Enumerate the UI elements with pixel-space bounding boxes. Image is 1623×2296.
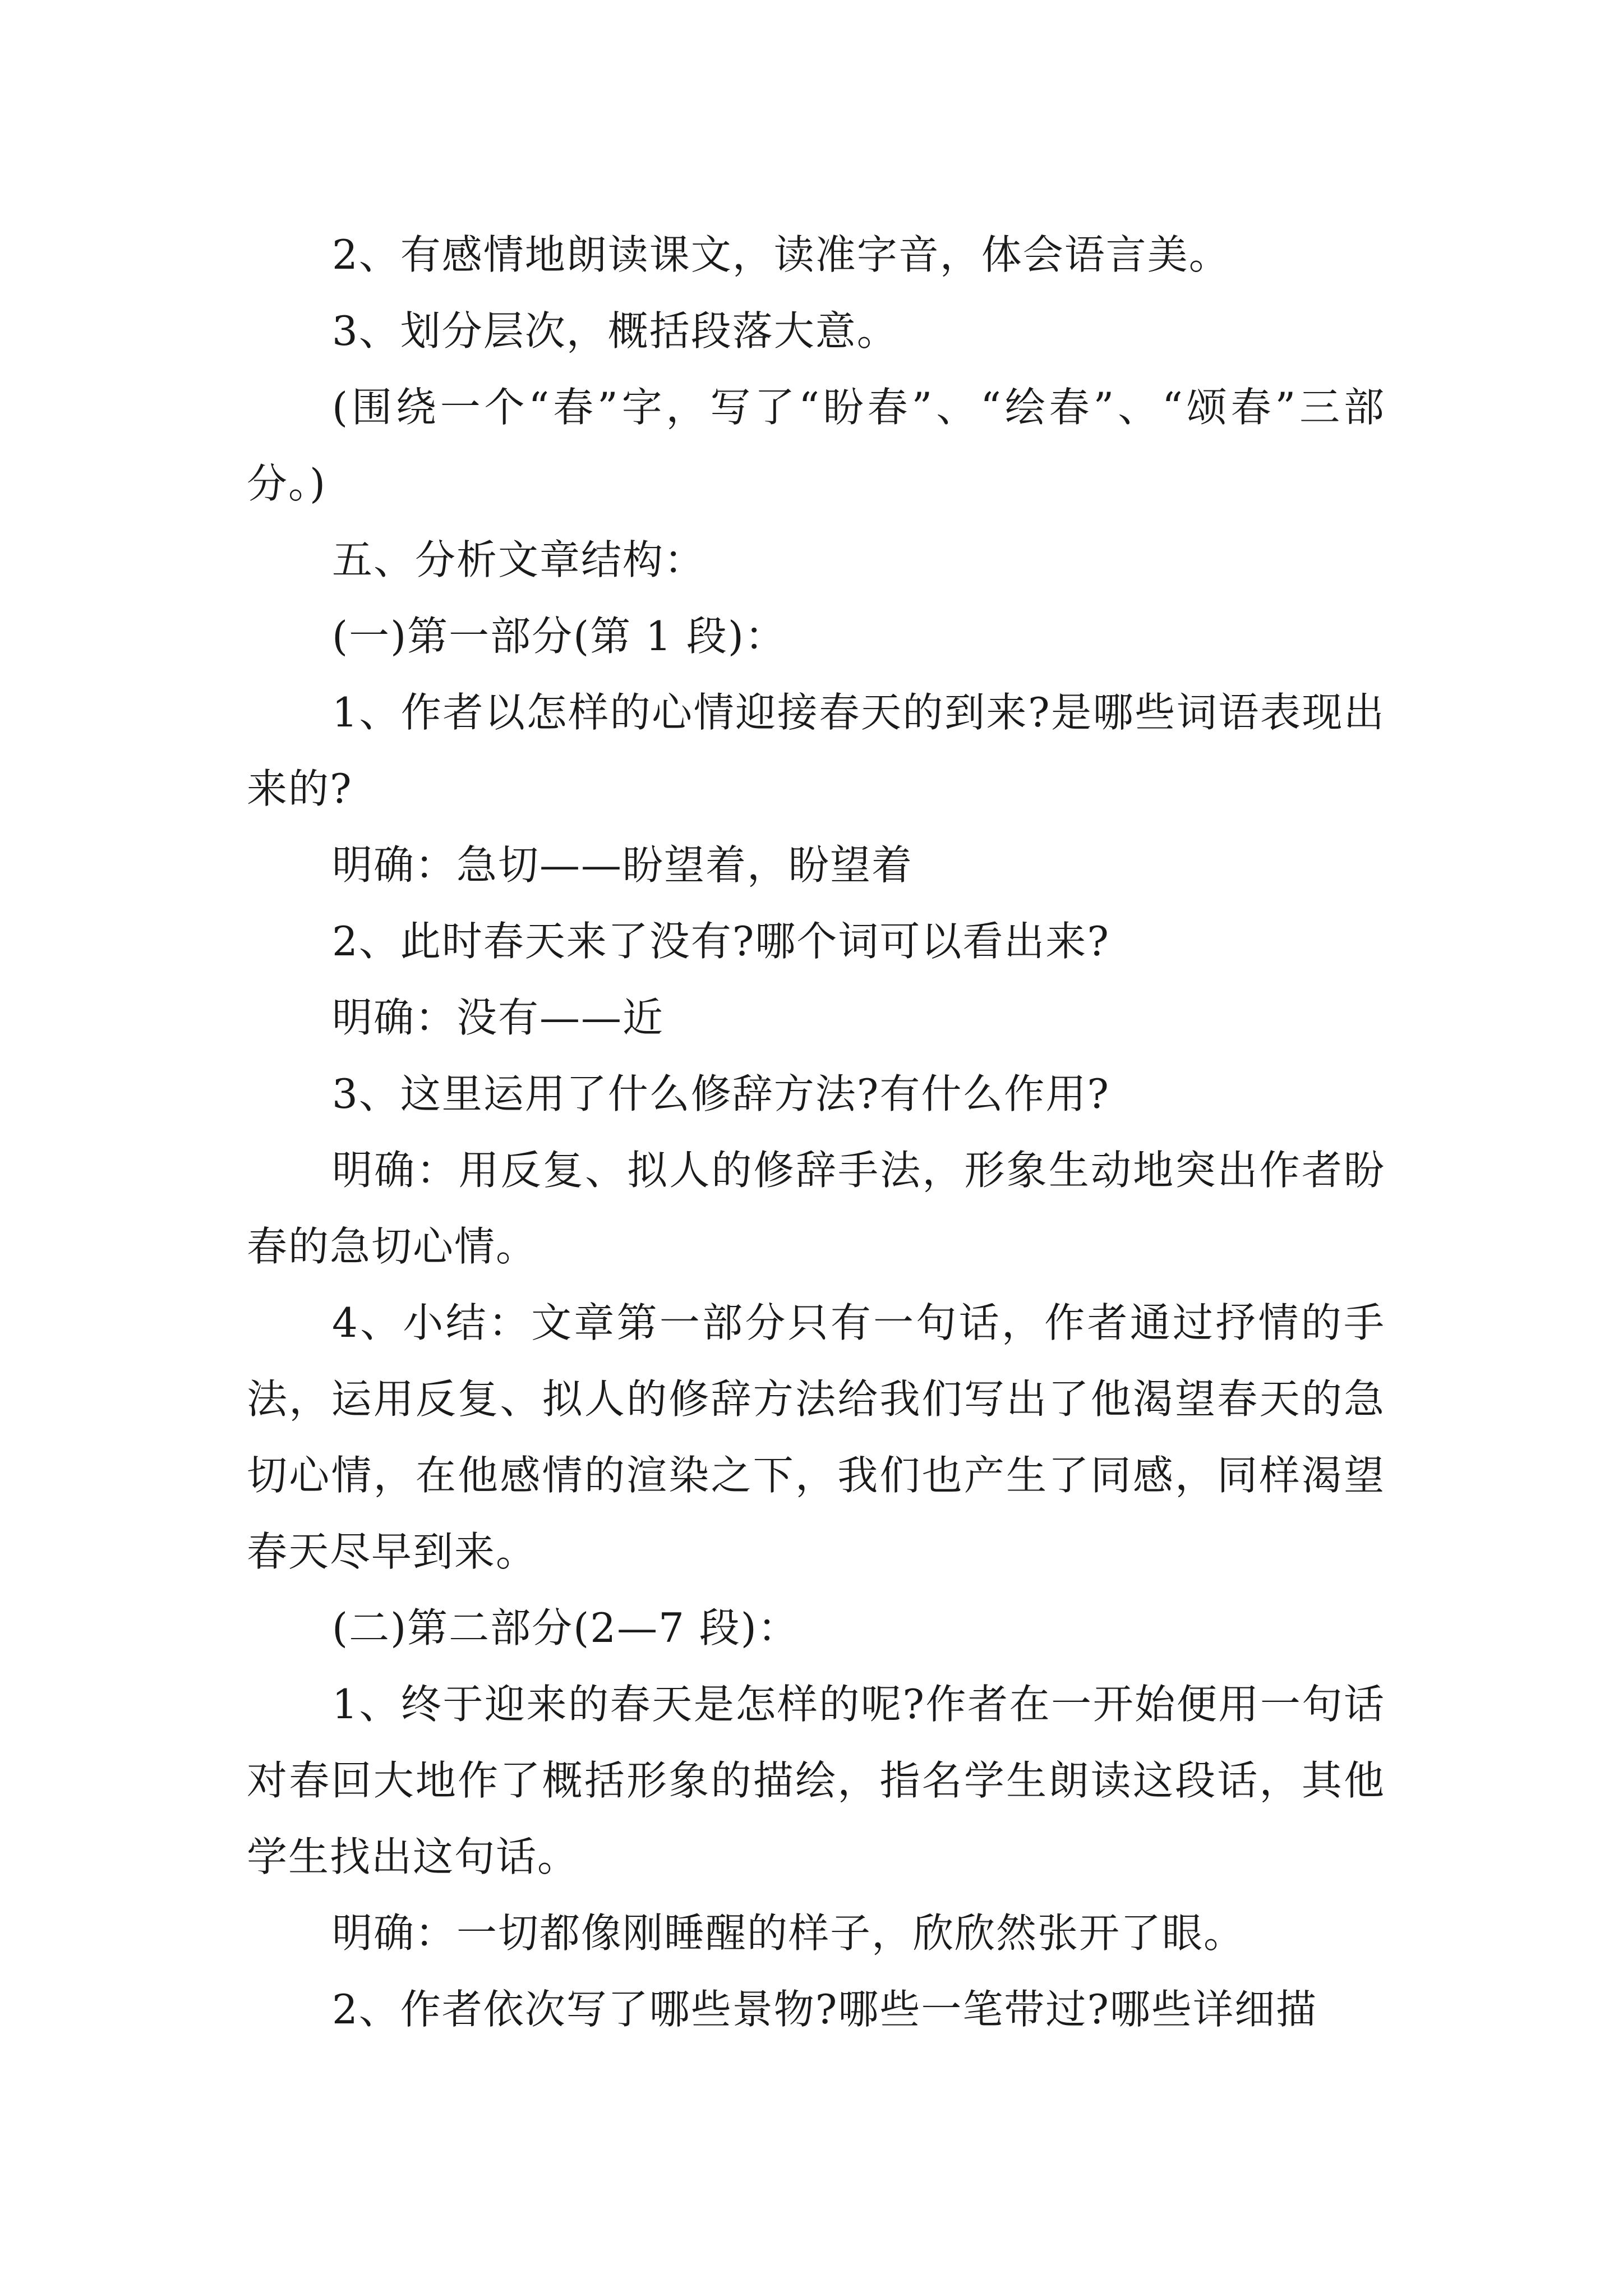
answer-3: 明确：用反复、拟人的修辞手法，形象生动地突出作者盼春的急切心情。 (247, 1147, 1385, 1270)
paragraph-structure-note: (围绕一个“春”字，写了“盼春”、“绘春”、“颂春”三部分。) (247, 384, 1385, 507)
subsection-heading-2: (二)第二部分(2—7 段)： (332, 1604, 799, 1651)
question-2: 2、此时春天来了没有?哪个词可以看出来? (332, 918, 1110, 965)
question-1: 1、作者以怎样的心情迎接春天的到来?是哪些词语表现出来的? (247, 689, 1385, 812)
question-3: 3、这里运用了什么修辞方法?有什么作用? (332, 1070, 1110, 1117)
answer-part2-1: 明确：一切都像刚睡醒的样子，欣欣然张开了眼。 (332, 1910, 1246, 1957)
section-heading-5: 五、分析文章结构： (332, 536, 706, 583)
paragraph-goal-3: 3、划分层次，概括段落大意。 (332, 307, 898, 355)
question-part2-1: 1、终于迎来的春天是怎样的呢?作者在一开始便用一句话对春回大地作了概括形象的描绘，指名学生朗读这段话，其他学生找出这句话。 (247, 1681, 1385, 1880)
answer-2: 明确：没有——近 (332, 994, 665, 1041)
summary-4: 4、小结：文章第一部分只有一句话，作者通过抒情的手法，运用反复、拟人的修辞方法给我们写出了他渴望春天的急切心情，在他感情的渲染之下，我们也产生了同感，同样渴望春天尽早到来。 (247, 1299, 1385, 1575)
paragraph-goal-2: 2、有感情地朗读课文，读准字音，体会语言美。 (332, 231, 1230, 278)
answer-1: 明确：急切——盼望着，盼望着 (332, 841, 914, 889)
subsection-heading-1: (一)第一部分(第 1 段)： (332, 613, 786, 660)
question-part2-2: 2、作者依次写了哪些景物?哪些一笔带过?哪些详细描 (332, 1986, 1318, 2033)
body-text (247, 217, 1385, 2047)
